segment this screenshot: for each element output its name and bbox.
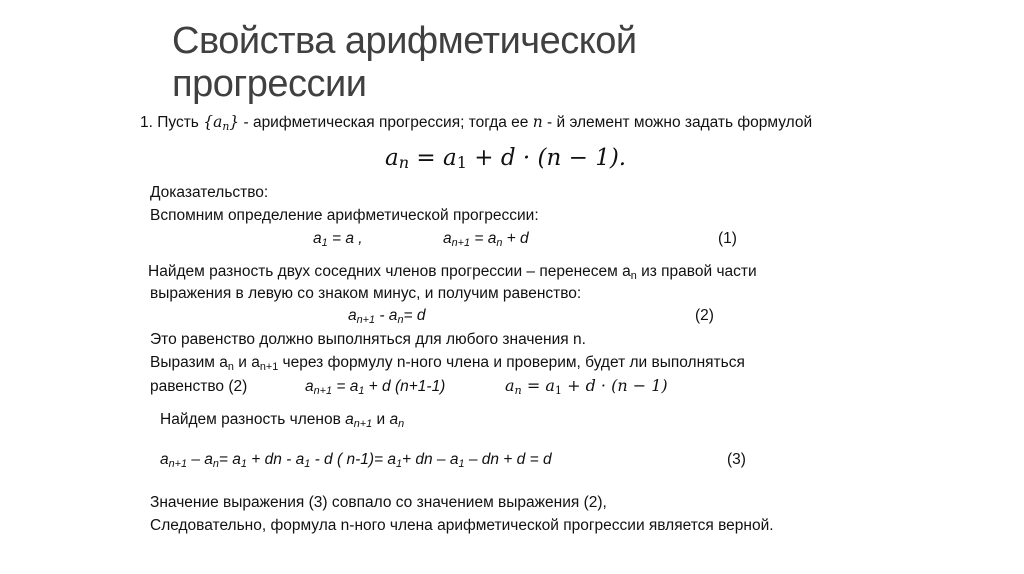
e3: – a	[187, 451, 213, 468]
intro-suffix: - й элемент можно задать формулой	[542, 114, 813, 131]
xb-sub2: 1	[554, 384, 563, 397]
d2-a: a	[443, 230, 452, 247]
intro-mid: - арифметическая прогрессия; тогда ее	[239, 114, 533, 131]
f-sub: n	[398, 153, 410, 172]
d2-sub: n+1	[451, 237, 471, 249]
e3: = a	[218, 451, 241, 468]
xb-sub: n	[514, 384, 522, 397]
d1-a: a	[313, 230, 322, 247]
d2-sub2: n	[496, 237, 503, 249]
e3-sub: n	[212, 458, 219, 470]
e3: - d ( n-1)= a	[310, 451, 396, 468]
ex1-sub: n	[227, 361, 234, 373]
ft-b: a	[389, 411, 399, 428]
eq-number-3: (3)	[727, 451, 746, 468]
conclusion-line-1: Значение выражения (3) совпало со значением выражения (2),	[150, 494, 607, 511]
slide-title-line-2: прогрессии	[172, 63, 367, 105]
xa-sub: n+1	[313, 385, 333, 397]
def1	[313, 229, 363, 249]
e3: + dn - a	[246, 451, 305, 468]
ft-and: и	[372, 411, 390, 428]
xb-a: a	[505, 376, 515, 395]
e2-sub: n+1	[356, 314, 376, 326]
intro-line	[140, 112, 812, 133]
e3-sub: 1	[458, 458, 465, 470]
ft-sub: n+1	[353, 418, 373, 430]
e3-sub: 1	[396, 458, 403, 470]
sub-n: n	[222, 120, 230, 133]
ex1-mid: и a	[233, 354, 260, 371]
xa-rest: + d (n+1-1)	[364, 378, 446, 395]
express-line-2: равенство (2)	[150, 378, 248, 395]
e2-rest: = d	[403, 307, 426, 324]
e3: a	[160, 451, 169, 468]
e3-sub: n+1	[168, 458, 188, 470]
e2-mid: - a	[375, 307, 398, 324]
f-a1: a	[443, 145, 457, 171]
e3: + dn – a	[402, 451, 459, 468]
find-terms-line	[160, 410, 404, 430]
f-eq: =	[409, 145, 443, 171]
express-line-1	[150, 353, 745, 373]
xb-rest2: + d · (n − 1)	[562, 376, 668, 395]
slide-title-line-1: Свойства арифметической	[172, 20, 637, 62]
fd1-sub: n	[630, 270, 637, 282]
def2	[443, 229, 529, 249]
ex1-end: через формулу n-ного члена и проверим, будет ли выполняться	[278, 354, 745, 371]
f-sub1: 1	[456, 153, 467, 172]
fd1: Найдем разность двух соседних членов прогрессии – перенесем a	[148, 263, 631, 280]
xa-mid: = a	[332, 378, 359, 395]
set-close: }	[229, 113, 240, 131]
fd1-end: из правой части	[636, 263, 757, 280]
e3: – dn + d = d	[464, 451, 552, 468]
ft: Найдем разность членов	[160, 411, 346, 428]
ft-sub2: n	[398, 418, 405, 430]
d1-sub: 1	[321, 237, 328, 249]
var-n: n	[532, 113, 543, 131]
d1-rest: = a ,	[327, 230, 363, 247]
e2-a: a	[348, 307, 357, 324]
e2-sub2: n	[397, 314, 404, 326]
xb-rest: = a	[521, 376, 555, 395]
recall-text: Вспомним определение арифметической прогрессии:	[150, 207, 539, 224]
eq2	[348, 306, 425, 326]
e3-sub: 1	[304, 458, 311, 470]
set-open: {	[203, 113, 214, 131]
eq3	[160, 450, 552, 470]
ex1-sub2: n+1	[259, 361, 279, 373]
find-diff-line-1	[148, 262, 757, 282]
find-diff-line-2: выражения в левую со знаком минус, и получим равенство:	[150, 285, 582, 302]
var-a: a	[213, 113, 223, 131]
ft-a: a	[345, 411, 354, 428]
eq-number-2: (2)	[695, 307, 714, 324]
ex1: Выразим a	[150, 354, 228, 371]
d2-rest: + d	[502, 230, 529, 247]
expr-b	[505, 376, 668, 396]
intro-prefix: 1. Пусть	[140, 114, 204, 131]
d2-eq: = a	[470, 230, 497, 247]
eq-number-1: (1)	[718, 230, 737, 247]
expr-a	[305, 377, 445, 397]
proof-heading: Доказательство:	[150, 184, 269, 201]
conclusion-line-2: Следовательно, формула n-ного члена арифметической прогрессии является верной.	[150, 517, 774, 534]
e3-sub: 1	[240, 458, 247, 470]
f-rest: + d · (n − 1).	[466, 145, 627, 171]
xa-a: a	[305, 378, 314, 395]
must-hold-text: Это равенство должно выполняться для любого значения n.	[150, 331, 586, 348]
f-a: a	[385, 145, 399, 171]
xa-sub2: 1	[358, 385, 365, 397]
main-formula	[385, 144, 626, 172]
